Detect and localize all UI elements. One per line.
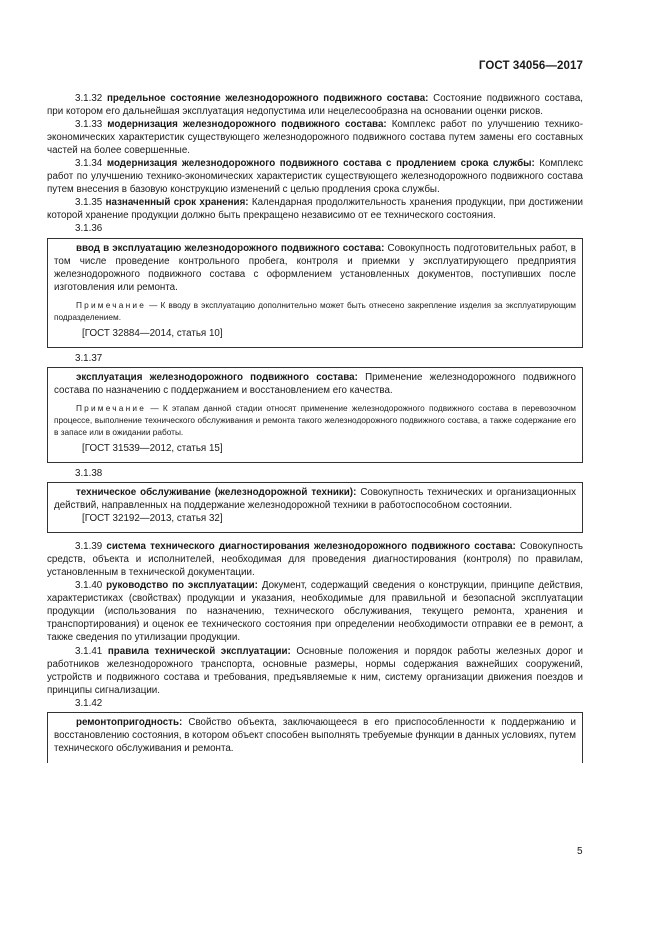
term-number: 3.1.36 [75,223,103,235]
term-note: Примечание — К вводу в эксплуатацию дополнительно может быть отнесено закрепление изделия за эксплуатирующим подразделением. [54,299,576,322]
term-entry: 3.1.33 модернизация железнодорожного подвижного состава: Комплекс работ по улучшению технико-экономических характеристик существующего железнодорожного подвижного состава путем замены его составных частей на более совершенные. [47,119,583,157]
source-reference: [ГОСТ 31539—2012, статья 15] [82,442,223,454]
page-number: 5 [577,846,583,857]
term-entry: 3.1.32 предельное состояние железнодорожного подвижного состава: Состояние подвижного состава, при котором его дальнейшая эксплуатация недопустима или нецелесообразна на основании оценки рисков. [47,93,583,118]
term-entry: 3.1.35 назначенный срок хранения: Календарная продолжительность хранения продукции, при достижении которой хранение продукции должно быть прекращено независимо от ее технического состояния. [47,197,583,222]
term-note: Примечание — К этапам данной стадии относят применение железнодорожного подвижного состава в перевозочном процессе, выполнение технического обслуживания и ремонта такого железнодорожного подвижного состава, а также содержание его в запасе или в ожидании работы. [54,402,576,437]
term-entry: 3.1.34 модернизация железнодорожного подвижного состава с продлением срока службы: Комплекс работ по улучшению технико-экономических характеристик существующего железнодорожного подвижного состава путем внесения в базовую конструкцию изменений с целью продления срока службы. [47,158,583,196]
document-body [47,92,583,763]
quoted-term-box [47,238,583,348]
term-number: 3.1.38 [75,467,103,479]
term-entry: ремонтопригодность: Свойство объекта, заключающееся в его приспособленности к поддержанию и восстановлению состояния, в котором объект способен выполнять требуемые функции в данных условиях, путем технического обслуживания и ремонта. [54,716,576,754]
term-entry: 3.1.41 правила технической эксплуатации: Основные положения и порядок работы железных дорог и работников железнодорожного транспорта, основные размеры, нормы содержания важнейших сооружений, устройств и подвижного состава и требования, предъявляемые к ним, систему организации движения поездов и принципы сигнализации. [47,645,583,696]
term-entry: 3.1.40 руководство по эксплуатации: Документ, содержащий сведения о конструкции, принципе действия, характеристиках (свойствах) продукции и указания, необходимые для правильной и безопасной эксплуатации продукции (использования по назначению, технического обслуживания, текущего ремонта, хранения и транспортирования) и оценок ее технического состояния при определении необходимости отправки ее в ремонт, а также сведения по утилизации продукции. [47,580,583,644]
standard-header: ГОСТ 34056—2017 [478,60,583,72]
term-entry: ввод в эксплуатацию железнодорожного подвижного состава: Совокупность подготовительных работ, в том числе проведение контрольного пробега, контроля и приемки у эксплуатирующего предприятия железнодорожного подвижного состава с оформлением установленных документов, поступивших после изготовления или ремонта. [54,242,576,293]
term-entry: 3.1.39 система технического диагностирования железнодорожного подвижного состава: Совокупность средств, объекта и исполнителей, необходимая для проведения диагностирования (контроля) по правилам, установленным в технической документации. [47,541,583,579]
term-entry: техническое обслуживание (железнодорожной техники): Совокупность технических и организационных действий, направленных на поддержание железнодорожной техники в работоспособном состоянии. [54,486,576,512]
quoted-term-box [47,367,583,463]
term-entry: эксплуатация железнодорожного подвижного состава: Применение железнодорожного подвижного состава по назначению с поддержанием и восстановлением его качества. [54,371,576,396]
source-reference: [ГОСТ 32884—2014, статья 10] [82,327,223,339]
quoted-term-box-open [47,712,583,763]
term-number: 3.1.42 [75,697,103,709]
term-number: 3.1.37 [75,352,103,364]
quoted-term-box [47,482,583,533]
source-reference: [ГОСТ 32192—2013, статья 32] [82,513,223,525]
